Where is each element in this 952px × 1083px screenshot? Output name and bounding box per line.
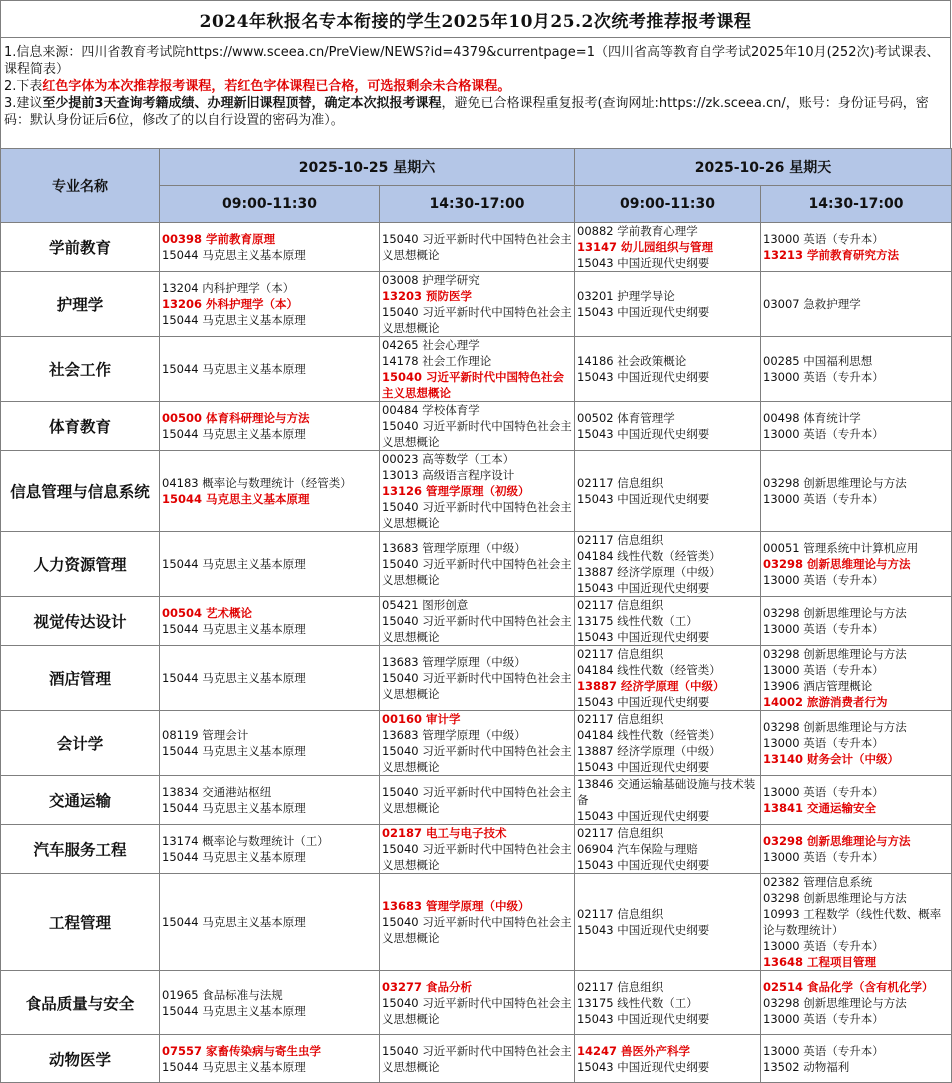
slot-cell — [160, 825, 380, 874]
course-item: 03201 护理学导论 — [577, 289, 675, 303]
course-item: 13000 英语（专升本） — [763, 427, 884, 441]
course-item: 15044 马克思主义基本原理 — [162, 744, 306, 758]
header-day-1: 2025-10-25 星期六 — [160, 149, 575, 186]
header-day2-am: 09:00-11:30 — [575, 186, 761, 223]
recommended-course: 14247 兽医外产科学 — [577, 1043, 691, 1058]
course-item: 15040 习近平新时代中国特色社会主义思想概论 — [382, 614, 572, 644]
course-item: 15040 习近平新时代中国特色社会主义思想概论 — [382, 500, 572, 530]
course-item: 00882 学前教育心理学 — [577, 224, 698, 238]
schedule-table — [0, 148, 952, 1083]
course-item: 06904 汽车保险与理赔 — [577, 842, 698, 856]
course-item: 13887 经济学原理（中级） — [577, 565, 721, 579]
course-item: 15040 习近平新时代中国特色社会主义思想概论 — [382, 744, 572, 774]
slot-cell — [761, 776, 952, 825]
slot-cell — [761, 532, 952, 597]
course-item: 13000 英语（专升本） — [763, 1011, 884, 1026]
course-item: 04184 线性代数（经管类） — [577, 549, 721, 563]
slot-cell — [160, 597, 380, 646]
note-3-rest: ，避免已合格课程重复报考(查询网址:https://zk.sceea.cn/，账号：身份证号码，密码：默认身份证后6位，修改了的以自行设置的密码为准）。 — [4, 96, 929, 128]
recommended-course: 15040 习近平新时代中国特色社会主义思想概论 — [382, 370, 565, 400]
table-row — [1, 532, 952, 597]
slot-cell — [761, 971, 952, 1035]
slot-cell — [160, 272, 380, 337]
course-item: 13000 英语（专升本） — [763, 736, 884, 750]
slot-cell — [761, 646, 952, 711]
course-item: 15043 中国近现代史纲要 — [577, 1059, 710, 1074]
course-item: 02117 信息组织 — [577, 979, 664, 994]
slot-cell — [160, 223, 380, 272]
course-item: 02117 信息组织 — [577, 598, 664, 612]
recommended-course: 02187 电工与电子技术 — [382, 826, 507, 840]
course-item: 13000 英语（专升本） — [763, 663, 884, 677]
recommended-course: 14002 旅游消费者行为 — [763, 695, 888, 709]
slot-cell — [160, 1035, 380, 1083]
note-3-prefix: 3.建议 — [4, 96, 43, 111]
slot-cell — [761, 451, 952, 532]
note-2 — [4, 78, 947, 95]
recommended-course: 07557 家畜传染病与寄生虫学 — [162, 1043, 322, 1058]
course-item: 15044 马克思主义基本原理 — [162, 248, 306, 262]
recommended-course: 03298 创新思维理论与方法 — [763, 834, 911, 848]
course-item: 13502 动物福利 — [763, 1059, 850, 1074]
course-item: 15044 马克思主义基本原理 — [162, 915, 306, 929]
table-row — [1, 874, 952, 971]
recommended-course: 00160 审计学 — [382, 712, 461, 726]
major-name: 交通运输 — [1, 776, 160, 825]
slot-cell — [761, 272, 952, 337]
course-item: 15040 习近平新时代中国特色社会主义思想概论 — [382, 419, 572, 449]
course-item: 03298 创新思维理论与方法 — [763, 995, 907, 1010]
header-day1-pm: 14:30-17:00 — [380, 186, 575, 223]
course-item: 15040 习近平新时代中国特色社会主义思想概论 — [382, 557, 572, 587]
major-name: 信息管理与信息系统 — [1, 451, 160, 532]
header-day1-am: 09:00-11:30 — [160, 186, 380, 223]
recommended-course: 15044 马克思主义基本原理 — [162, 492, 310, 506]
header-day-2: 2025-10-26 星期天 — [575, 149, 952, 186]
major-name: 会计学 — [1, 711, 160, 776]
course-item: 15043 中国近现代史纲要 — [577, 370, 710, 384]
major-name: 动物医学 — [1, 1035, 160, 1083]
recommended-course: 00504 艺术概论 — [162, 606, 253, 620]
note-2-highlight: 红色字体为本次推荐报考课程，若红色字体课程已合格，可选报剩余未合格课程。 — [42, 79, 511, 94]
slot-cell — [575, 272, 761, 337]
course-item: 15044 马克思主义基本原理 — [162, 557, 306, 571]
recommended-course: 13841 交通运输安全 — [763, 801, 877, 815]
course-item: 13174 概率论与数理统计（工） — [162, 834, 329, 848]
slot-cell — [761, 223, 952, 272]
course-item: 13000 英语（专升本） — [763, 850, 884, 864]
course-item: 02117 信息组织 — [577, 647, 664, 661]
slot-cell — [761, 1035, 952, 1083]
course-item: 08119 管理会计 — [162, 728, 249, 742]
course-item: 01965 食品标准与法规 — [162, 987, 283, 1002]
table-row — [1, 825, 952, 874]
course-item: 14178 社会工作理论 — [382, 354, 492, 368]
slot-cell — [761, 337, 952, 402]
course-item: 13204 内科护理学（本） — [162, 281, 295, 295]
recommended-course: 13203 预防医学 — [382, 289, 473, 303]
recommended-course: 00500 体育科研理论与方法 — [162, 411, 310, 425]
slot-cell — [575, 971, 761, 1035]
table-row — [1, 402, 952, 451]
slot-cell — [380, 971, 575, 1035]
recommended-course: 13147 幼儿园组织与管理 — [577, 240, 714, 254]
slot-cell — [160, 711, 380, 776]
course-item: 02117 信息组织 — [577, 533, 664, 547]
course-item: 04265 社会心理学 — [382, 338, 480, 352]
recommended-course: 13648 工程项目管理 — [763, 955, 877, 969]
course-item: 13834 交通港站枢纽 — [162, 785, 272, 799]
slot-cell — [575, 223, 761, 272]
slot-cell — [380, 825, 575, 874]
course-item: 04183 概率论与数理统计（经管类） — [162, 476, 352, 490]
major-name: 酒店管理 — [1, 646, 160, 711]
course-item: 00498 体育统计学 — [763, 411, 861, 425]
course-item: 03298 创新思维理论与方法 — [763, 476, 907, 490]
course-item: 03008 护理学研究 — [382, 273, 480, 287]
slot-cell — [575, 532, 761, 597]
course-item: 15043 中国近现代史纲要 — [577, 760, 710, 774]
slot-cell — [380, 451, 575, 532]
recommended-course: 13206 外科护理学（本） — [162, 297, 299, 311]
slot-cell — [575, 597, 761, 646]
slot-cell — [761, 597, 952, 646]
slot-cell — [380, 532, 575, 597]
course-item: 13846 交通运输基础设施与技术装备 — [577, 777, 756, 807]
course-item: 15043 中国近现代史纲要 — [577, 809, 710, 823]
notes-block — [0, 38, 951, 148]
course-item: 15040 习近平新时代中国特色社会主义思想概论 — [382, 995, 572, 1026]
recommended-course: 00398 学前教育原理 — [162, 232, 276, 246]
course-item: 00285 中国福利思想 — [763, 354, 873, 368]
header-major: 专业名称 — [1, 149, 160, 223]
course-item: 03298 创新思维理论与方法 — [763, 720, 907, 734]
course-item: 15044 马克思主义基本原理 — [162, 1059, 306, 1074]
table-row — [1, 711, 952, 776]
header-day2-pm: 14:30-17:00 — [761, 186, 952, 223]
slot-cell — [380, 272, 575, 337]
slot-cell — [761, 874, 952, 971]
course-item: 10993 工程数学（线性代数、概率论与数理统计） — [763, 907, 942, 937]
course-item: 13683 管理学原理（中级） — [382, 655, 526, 669]
recommended-course: 13887 经济学原理（中级） — [577, 679, 725, 693]
course-item: 13000 英语（专升本） — [763, 1043, 884, 1058]
slot-cell — [761, 825, 952, 874]
recommended-course: 13213 学前教育研究方法 — [763, 248, 900, 262]
slot-cell — [380, 646, 575, 711]
course-item: 00051 管理系统中计算机应用 — [763, 541, 919, 555]
course-item: 15044 马克思主义基本原理 — [162, 362, 306, 376]
course-item: 03298 创新思维理论与方法 — [763, 891, 907, 905]
course-item: 15043 中国近现代史纲要 — [577, 923, 710, 937]
course-item: 15044 马克思主义基本原理 — [162, 622, 306, 636]
slot-cell — [575, 1035, 761, 1083]
course-item: 00484 学校体育学 — [382, 403, 480, 417]
course-item: 15043 中国近现代史纲要 — [577, 1011, 710, 1026]
course-item: 13000 英语（专升本） — [763, 573, 884, 587]
table-row — [1, 971, 952, 1035]
course-item: 15044 马克思主义基本原理 — [162, 427, 306, 441]
table-row — [1, 1035, 952, 1083]
slot-cell — [575, 711, 761, 776]
slot-cell — [380, 402, 575, 451]
course-item: 00502 体育管理学 — [577, 411, 675, 425]
slot-cell — [380, 223, 575, 272]
slot-cell — [380, 1035, 575, 1083]
course-item: 13683 管理学原理（中级） — [382, 541, 526, 555]
major-name: 汽车服务工程 — [1, 825, 160, 874]
slot-cell — [575, 646, 761, 711]
course-item: 03298 创新思维理论与方法 — [763, 647, 907, 661]
note-1: 1.信息来源：四川省教育考试院https://www.sceea.cn/PreView/NEWS?id=4379&currentpage=1（四川省高等教育自学考试2025年10月(252次)考试课表、课程简表） — [4, 45, 940, 77]
course-item: 13000 英语（专升本） — [763, 785, 884, 799]
recommended-course: 13140 财务会计（中级） — [763, 752, 900, 766]
page-title: 2024年秋报名专本衔接的学生2025年10月25.2次统考推荐报考课程 — [0, 0, 951, 38]
slot-cell — [575, 776, 761, 825]
major-name: 体育教育 — [1, 402, 160, 451]
major-name: 人力资源管理 — [1, 532, 160, 597]
course-item: 13175 线性代数（工） — [577, 995, 698, 1010]
major-name: 食品质量与安全 — [1, 971, 160, 1035]
schedule-body — [1, 223, 952, 1083]
table-row — [1, 272, 952, 337]
course-item: 04184 线性代数（经管类） — [577, 663, 721, 677]
recommended-course: 03298 创新思维理论与方法 — [763, 557, 911, 571]
slot-cell — [575, 825, 761, 874]
course-item: 15043 中国近现代史纲要 — [577, 581, 710, 595]
course-item: 02117 信息组织 — [577, 907, 664, 921]
slot-cell — [575, 874, 761, 971]
course-item: 15040 习近平新时代中国特色社会主义思想概论 — [382, 842, 572, 872]
course-item: 15043 中国近现代史纲要 — [577, 305, 710, 319]
course-item: 13000 英语（专升本） — [763, 370, 884, 384]
course-item: 04184 线性代数（经管类） — [577, 728, 721, 742]
course-item: 13683 管理学原理（中级） — [382, 728, 526, 742]
course-item: 15043 中国近现代史纲要 — [577, 695, 710, 709]
table-row — [1, 223, 952, 272]
course-item: 02117 信息组织 — [577, 826, 664, 840]
course-item: 15043 中国近现代史纲要 — [577, 630, 710, 644]
course-item: 15040 习近平新时代中国特色社会主义思想概论 — [382, 785, 572, 815]
course-item: 13013 高级语言程序设计 — [382, 468, 515, 482]
course-item: 14186 社会政策概论 — [577, 354, 687, 368]
note-3-bold: 至少提前3天查询考籍成绩、办理新旧课程顶替，确定本次拟报考课程 — [42, 96, 442, 111]
course-item: 00023 高等数学（工本） — [382, 452, 515, 466]
slot-cell — [160, 776, 380, 825]
course-item: 15043 中国近现代史纲要 — [577, 427, 710, 441]
major-name: 学前教育 — [1, 223, 160, 272]
recommended-course: 13126 管理学原理（初级） — [382, 484, 530, 498]
table-row — [1, 337, 952, 402]
course-item: 03298 创新思维理论与方法 — [763, 606, 907, 620]
table-row — [1, 646, 952, 711]
course-item: 13906 酒店管理概论 — [763, 679, 873, 693]
slot-cell — [160, 874, 380, 971]
slot-cell — [761, 402, 952, 451]
slot-cell — [160, 646, 380, 711]
course-item: 02117 信息组织 — [577, 476, 664, 490]
slot-cell — [380, 597, 575, 646]
course-item: 15043 中国近现代史纲要 — [577, 492, 710, 506]
major-name: 视觉传达设计 — [1, 597, 160, 646]
slot-cell — [575, 451, 761, 532]
table-row — [1, 451, 952, 532]
major-name: 工程管理 — [1, 874, 160, 971]
slot-cell — [380, 337, 575, 402]
recommended-course: 13683 管理学原理（中级） — [382, 899, 530, 913]
slot-cell — [160, 971, 380, 1035]
course-item: 15043 中国近现代史纲要 — [577, 256, 710, 270]
slot-cell — [160, 337, 380, 402]
slot-cell — [380, 776, 575, 825]
course-item: 15040 习近平新时代中国特色社会主义思想概论 — [382, 232, 572, 262]
course-item: 15043 中国近现代史纲要 — [577, 858, 710, 872]
slot-cell — [160, 451, 380, 532]
note-2-prefix: 2.下表 — [4, 79, 43, 94]
course-item: 02382 管理信息系统 — [763, 875, 873, 889]
course-item: 02117 信息组织 — [577, 712, 664, 726]
course-item: 15044 马克思主义基本原理 — [162, 801, 306, 815]
slot-cell — [380, 711, 575, 776]
major-name: 社会工作 — [1, 337, 160, 402]
course-item: 15044 马克思主义基本原理 — [162, 313, 306, 327]
course-item: 15040 习近平新时代中国特色社会主义思想概论 — [382, 1043, 572, 1074]
major-name: 护理学 — [1, 272, 160, 337]
slot-cell — [575, 337, 761, 402]
course-item: 03007 急救护理学 — [763, 297, 861, 311]
course-item: 13000 英语（专升本） — [763, 622, 884, 636]
recommended-course: 03277 食品分析 — [382, 979, 473, 994]
course-item: 15044 马克思主义基本原理 — [162, 1003, 306, 1018]
course-item: 15040 习近平新时代中国特色社会主义思想概论 — [382, 671, 572, 701]
course-item: 13175 线性代数（工） — [577, 614, 698, 628]
table-row — [1, 776, 952, 825]
slot-cell — [160, 402, 380, 451]
course-item: 15044 马克思主义基本原理 — [162, 671, 306, 685]
slot-cell — [575, 402, 761, 451]
course-item: 13000 英语（专升本） — [763, 492, 884, 506]
slot-cell — [761, 711, 952, 776]
slot-cell — [160, 532, 380, 597]
course-item: 15040 习近平新时代中国特色社会主义思想概论 — [382, 305, 572, 335]
course-item: 15044 马克思主义基本原理 — [162, 850, 306, 864]
recommended-course: 02514 食品化学（含有机化学） — [763, 979, 934, 994]
course-item: 05421 图形创意 — [382, 598, 469, 612]
course-item: 13000 英语（专升本） — [763, 232, 884, 246]
table-row — [1, 597, 952, 646]
course-item: 15040 习近平新时代中国特色社会主义思想概论 — [382, 915, 572, 945]
slot-cell — [380, 874, 575, 971]
course-item: 13000 英语（专升本） — [763, 939, 884, 953]
note-3 — [4, 95, 947, 129]
course-item: 13887 经济学原理（中级） — [577, 744, 721, 758]
